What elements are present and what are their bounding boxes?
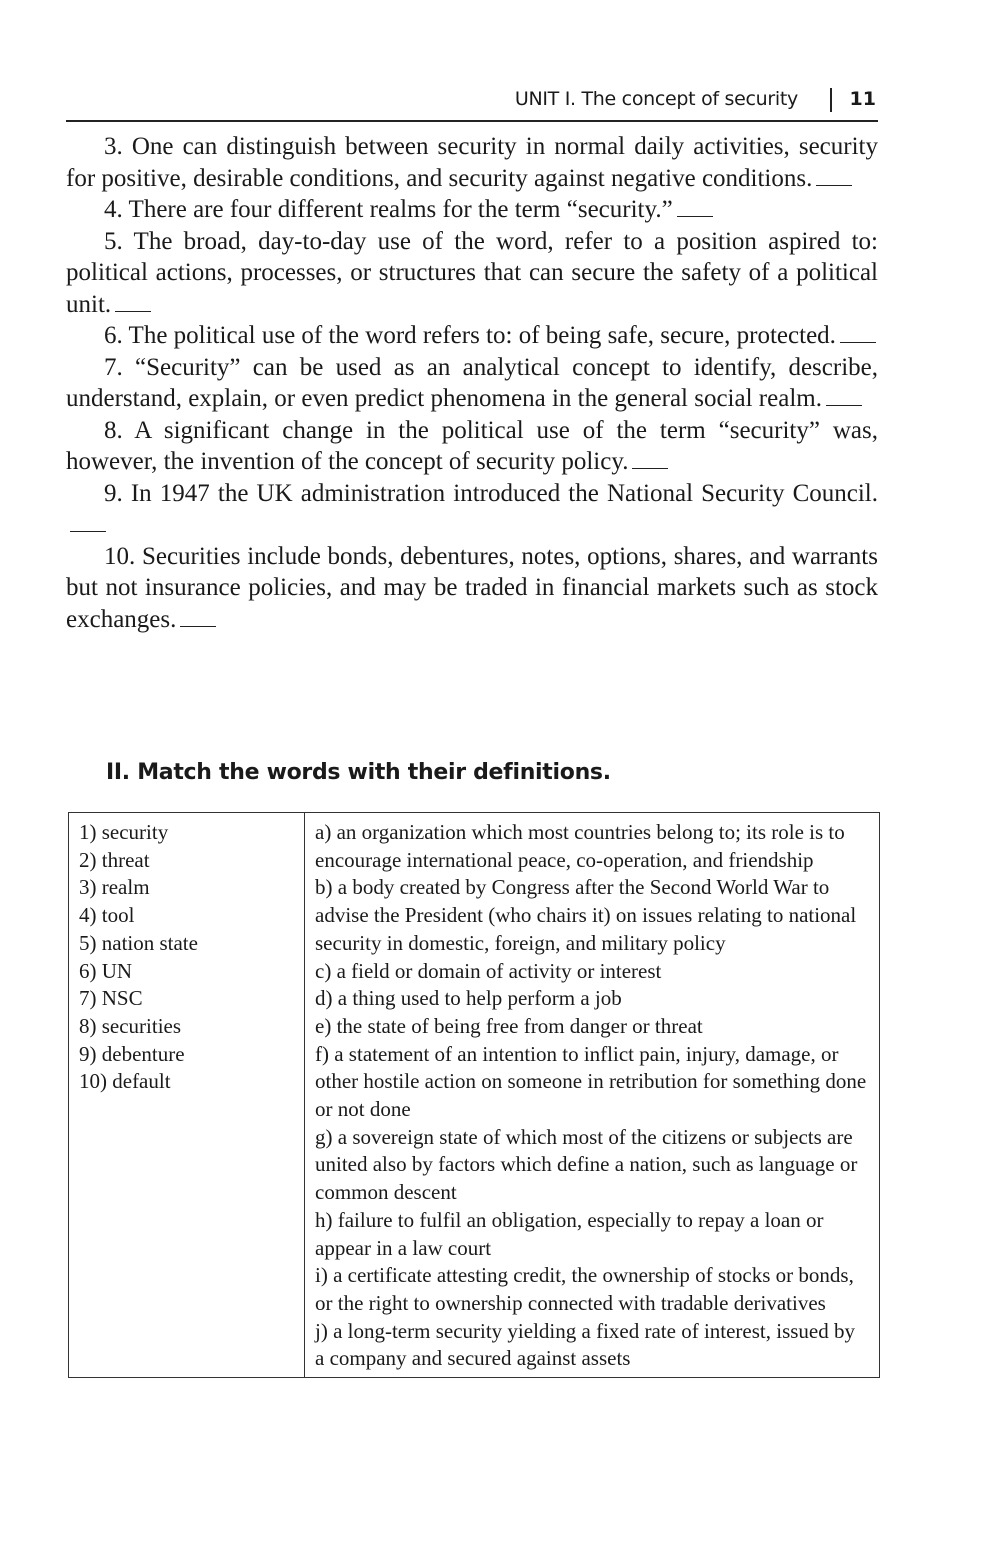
- statement-text: 9. In 1947 the UK administration introduced the National Security Council.: [104, 479, 878, 507]
- word-item: 5) nation state: [79, 930, 198, 955]
- unit-title: UNIT I. The concept of security: [514, 88, 798, 110]
- word-item: 6) UN: [79, 958, 133, 983]
- statement-item: [66, 131, 878, 194]
- section-heading: II. Match the words with their definitions.: [106, 760, 611, 785]
- definition-item: a) an organization which most countries belong to; its role is to encourage international peace, co-operation, and friendship: [315, 820, 845, 872]
- word-item: 1) security: [79, 820, 169, 844]
- definition-item: i) a certificate attesting credit, the ownership of stocks or bonds, or the right to ownership connected with tradable derivatives: [315, 1263, 854, 1315]
- words-column: [69, 813, 305, 1378]
- word-item: 10) default: [79, 1069, 171, 1094]
- definition-item: e) the state of being free from danger or threat: [315, 1013, 703, 1038]
- matching-table: [68, 812, 880, 1378]
- word-item: 9) debenture: [79, 1041, 185, 1066]
- header-divider: [830, 88, 832, 112]
- word-item: 8) securities: [79, 1013, 182, 1038]
- running-header: [66, 86, 878, 122]
- answer-blank[interactable]: [677, 196, 713, 217]
- definition-item: h) failure to fulfil an obligation, especially to repay a loan or appear in a law court: [315, 1207, 824, 1260]
- answer-blank[interactable]: [840, 322, 876, 343]
- table-row: [69, 813, 880, 1378]
- definitions-column: [305, 813, 880, 1378]
- statement-text: 5. The broad, day-to-day use of the word, refer to a position aspired to: political actions, processes, or structures that can secure the safety of a political unit.: [66, 227, 878, 318]
- answer-blank[interactable]: [826, 385, 862, 406]
- word-item: 3) realm: [79, 875, 150, 900]
- definition-item: b) a body created by Congress after the Second World War to advise the President (who chairs it) on issues relating to national security in domestic, foreign, and military policy: [315, 875, 857, 955]
- statement-item: [66, 194, 878, 226]
- answer-blank[interactable]: [816, 165, 852, 186]
- statement-text: 6. The political use of the word refers to: of being safe, secure, protected.: [104, 322, 836, 349]
- definition-item: f) a statement of an intention to inflict pain, injury, damage, or other hostile action on someone in retribution for something done or not done: [315, 1041, 867, 1122]
- statement-item: [66, 415, 878, 478]
- answer-blank[interactable]: [180, 606, 216, 627]
- definition-item: d) a thing used to help perform a job: [315, 986, 622, 1011]
- statement-text: 4. There are four different realms for the term “security.”: [104, 196, 673, 223]
- statement-text: 8. A significant change in the political use of the term “security” was, however, the invention of the concept of security policy.: [66, 416, 878, 475]
- answer-blank[interactable]: [115, 291, 151, 312]
- answer-blank[interactable]: [632, 448, 668, 469]
- definition-item: c) a field or domain of activity or interest: [315, 958, 662, 983]
- statement-text: 7. “Security” can be used as an analytical concept to identify, describe, understand, explain, or even predict phenomena in the general social realm.: [66, 353, 878, 412]
- statement-item: [66, 320, 878, 352]
- definition-item: j) a long-term security yielding a fixed rate of interest, issued by a company and secured against assets: [315, 1318, 856, 1371]
- statement-item: [66, 226, 878, 321]
- statement-text: 10. Securities include bonds, debentures, notes, options, shares, and warrants but not insurance policies, and may be traded in financial markets such as stock exchanges.: [66, 542, 878, 633]
- word-item: 4) tool: [79, 903, 135, 928]
- statements-list: [66, 131, 878, 635]
- page-number: 11: [849, 88, 876, 110]
- statement-item: [66, 541, 878, 636]
- answer-blank[interactable]: [70, 511, 106, 532]
- definition-item: g) a sovereign state of which most of the citizens or subjects are united also by factors which define a nation, such as language or common descent: [315, 1124, 858, 1205]
- word-item: 2) threat: [79, 847, 150, 872]
- statement-item: [66, 352, 878, 415]
- statement-item: [66, 478, 878, 541]
- statement-text: 3. One can distinguish between security in normal daily activities, security for positive, desirable conditions, and security against negative conditions.: [66, 133, 878, 192]
- word-item: 7) NSC: [79, 986, 143, 1011]
